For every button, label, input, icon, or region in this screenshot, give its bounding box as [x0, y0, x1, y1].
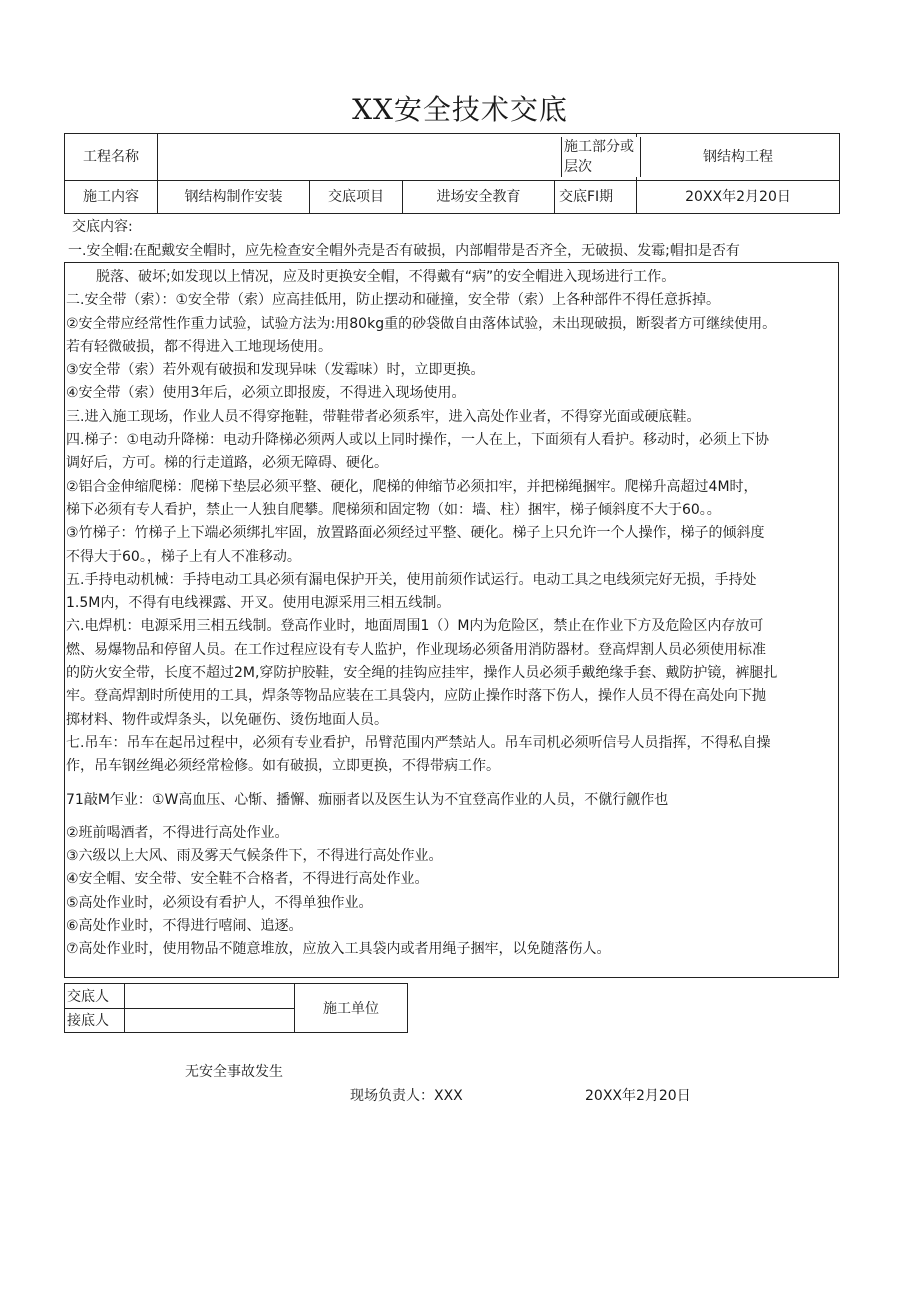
- body-line: 71敲M乍业：①W高血压、心惭、播懈、痂丽者以及医生认为不宜登高作业的人员，不僦行觎作也: [66, 791, 669, 808]
- item-label: 交底项目: [310, 181, 403, 214]
- body-line: 掷材料、物件或焊条头，以免砸伤、烫伤地面人员。: [66, 711, 388, 728]
- footer-responsible: 现场负责人：XXX: [350, 1088, 463, 1104]
- header-table: [64, 133, 840, 214]
- part-label: 施工部分或层次: [561, 137, 641, 177]
- item-value: 进场安全教育: [403, 181, 555, 214]
- document-title: XX安全技术交底: [352, 93, 568, 126]
- date-label: 交底FI期: [555, 181, 637, 214]
- body-line: 七.吊车：吊车在起吊过程中，必须有专业看护，吊臂范围内严禁站人。吊车司机必须听信号人员指挥，不得私自操: [66, 734, 771, 751]
- body-line: 六.电焊机：电源采用三相五线制。登高作业时，地面周围1（）M内为危险区，禁止在作业下方及危险区内存放可: [66, 618, 764, 635]
- footer-date: 20XX年2月20日: [585, 1088, 691, 1104]
- body-line: 不得大于60。，梯子上有人不准移动。: [66, 548, 301, 565]
- signature-table: [64, 983, 408, 1033]
- body-line: ⑤高处作业时，必须设有看护人，不得单独作业。: [66, 894, 373, 911]
- content-value: 钢结构制作安装: [158, 181, 310, 214]
- part-value: 钢结构工程: [637, 134, 840, 181]
- body-line: ②铝合金伸缩爬梯：爬梯下垫层必须平整、硬化，爬梯的伸缩节必须扣牢，并把梯绳捆牢。爬梯升高超过4M时，: [66, 478, 758, 495]
- body-first-line: 一.安全帽:在配戴安全帽时，应先检查安全帽外壳是否有破损，内部帽带是否齐全，无破损、发霉;帽扣是否有: [68, 243, 740, 259]
- body-line: 梯下必须有专人看护，禁止一人独自爬攀。爬梯须和固定物（如：墙、柱）捆牢，梯子倾斜度不大于60。。: [66, 501, 721, 518]
- body-line: 二.安全带（索）：①安全带（索）应高挂低用，防止摆动和碰撞，安全带（索）上各种部件不得任意拆掉。: [66, 292, 720, 309]
- body-line: 脱落、破坏;如发现以上情况，应及时更换安全帽，不得戴有“病”的安全帽进入现场进行工作。: [96, 269, 676, 285]
- footer-note: 无安全事故发生: [185, 1064, 283, 1080]
- body-line: ③六级以上大风、雨及雾天气候条件下，不得进行高处作业。: [66, 848, 443, 865]
- body-line: 作，吊车钢丝绳必须经常检修。如有破损，立即更换，不得带病工作。: [66, 758, 500, 775]
- receiver-label: 接底人: [65, 1008, 125, 1033]
- unit-label: 施工单位: [295, 984, 408, 1033]
- receiver-value: [125, 1008, 295, 1033]
- body-line: ③安全带（索）若外观有破损和发现异味（发霉味）时，立即更换。: [66, 362, 485, 379]
- body-line: 调好后，方可。梯的行走道路，必须无障碍、硬化。: [66, 455, 388, 472]
- body-line: ④安全带（索）使用3年后，必须立即报废，不得进入现场使用。: [66, 385, 466, 402]
- body-line: 牢。登高焊割时所使用的工具，焊条等物品应装在工具袋内，应防止操作时落下伤人，操作人员不得在高处向下抛: [66, 688, 766, 705]
- body-line: ②班前喝酒者，不得进行高处作业。: [66, 824, 289, 841]
- giver-value: [125, 984, 295, 1009]
- content-label: 施工内容: [65, 181, 158, 214]
- body-line: ⑦高处作业时，使用物品不随意堆放，应放入工具袋内或者用绳子捆牢，以免随落伤人。: [66, 941, 611, 958]
- body-line: 1.5M内，不得有电线裸露、开叉。使用电源采用三相五线制。: [66, 595, 451, 612]
- body-line: ③竹梯子：竹梯子上下端必须绑扎牢固，放置路面必须经过平整、硬化。梯子上只允许一个人操作，梯子的倾斜度: [66, 525, 765, 542]
- body-line: 四.梯子：①电动升降梯：电动升降梯必须两人或以上同时操作，一人在上，下面须有人看护。移动时，必须上下协: [66, 432, 769, 449]
- body-line: 五.手持电动机械：手持电动工具必须有漏电保护开关，使用前须作试运行。电动工具之电线须完好无损，手持处: [66, 571, 757, 588]
- body-line: 若有轻微破损，都不得进入工地现场使用。: [66, 338, 332, 355]
- date-value: 20XX年2月20日: [637, 181, 840, 214]
- body-line: 三.进入施工现场，作业人员不得穿拖鞋，带鞋带者必须系牢，进入高处作业者，不得穿光面或硬底鞋。: [66, 408, 701, 425]
- body-line: 燃、易爆物品和停留人员。在工作过程应设有专人监护，作业现场必须备用消防器材。登高焊割人员必须使用标准: [66, 641, 766, 658]
- project-name-label: 工程名称: [65, 134, 158, 181]
- body-label: 交底内容:: [72, 219, 133, 235]
- body-line: ②安全带应经常性作重力试验，试验方法为:用80kg重的砂袋做自由落体试验，未出现破损，断裂者方可继续使用。: [66, 315, 777, 332]
- giver-label: 交底人: [65, 984, 125, 1009]
- body-line: ⑥高处作业时，不得进行嘻闹、追逐。: [66, 918, 303, 935]
- body-line: ④安全帽、安全带、安全鞋不合格者，不得进行高处作业。: [66, 871, 429, 888]
- body-line: 的防火安全带，长度不超过2M,穿防护胶鞋，安全绳的挂钩应挂牢，操作人员必须手戴绝缘手套、戴防护镜，裤腿扎: [66, 665, 778, 682]
- body-lines: [66, 266, 840, 962]
